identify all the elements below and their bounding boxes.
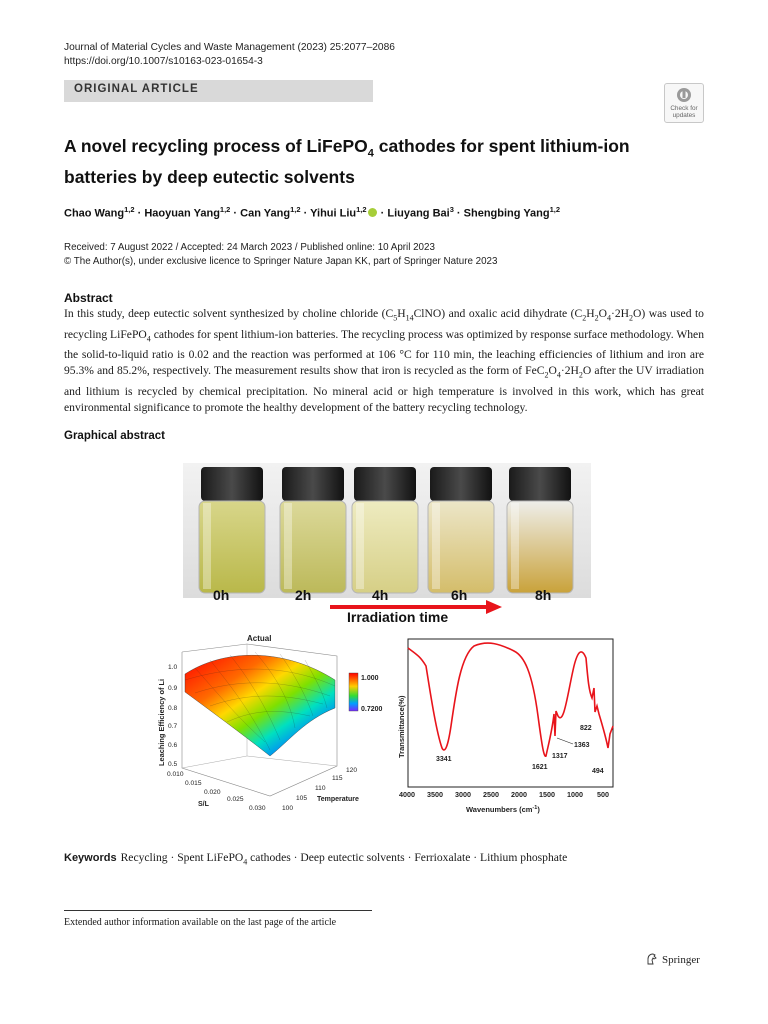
copyright-notice: © The Author(s), under exclusive licence to Springer Nature Japan KK, part of Springer Nature 2023 bbox=[64, 256, 498, 267]
peak-label: 1317 bbox=[552, 753, 568, 760]
color-legend-bar bbox=[349, 673, 358, 711]
check-for-updates-badge[interactable] bbox=[664, 83, 704, 123]
check-updates-label: Check for updates bbox=[670, 105, 698, 119]
author-name[interactable]: Liuyang Bai bbox=[387, 207, 450, 220]
author-list: Chao Wang$^{1,2}$ · Haoyuan Yang$^{1,2}$ · Can Yang$^{1,2}$ · Yihui Liu$^{1,2}$ · Liuyang Bai$^3$ · Shengbing Yang$^{1,2}$ bbox=[64, 205, 561, 220]
legend-max: 1.000 bbox=[361, 675, 379, 682]
author-name[interactable]: Chao Wang bbox=[64, 207, 125, 220]
author-name[interactable]: Haoyuan Yang bbox=[144, 207, 220, 220]
time-label: 4h bbox=[372, 587, 389, 603]
vial-2h bbox=[280, 467, 346, 593]
footnote: Extended author information available on the last page of the article bbox=[64, 917, 337, 928]
peak-label: 3341 bbox=[436, 756, 452, 763]
publisher-name: Springer bbox=[662, 954, 700, 966]
x-tick: 4000 bbox=[399, 790, 415, 799]
sl-tick: 0.015 bbox=[185, 780, 202, 787]
author-name[interactable]: Can Yang bbox=[240, 207, 291, 220]
doi-link[interactable]: https://doi.org/10.1007/s10163-023-01654-3 bbox=[64, 56, 263, 67]
x-tick: 3000 bbox=[455, 790, 471, 799]
article-title: A novel recycling process of LiFePO$_4$ cathodes for spent lithium-ion batteries by deep eutectic solvents bbox=[64, 136, 630, 187]
peak-label: 1621 bbox=[532, 764, 548, 771]
sl-tick: 0.030 bbox=[249, 805, 266, 812]
vial-6h bbox=[428, 467, 494, 593]
abstract-heading: Abstract bbox=[64, 291, 113, 305]
ftir-trace bbox=[408, 643, 613, 756]
time-label: 6h bbox=[451, 587, 468, 603]
sl-axis-label: S/L bbox=[198, 801, 209, 808]
z-tick: 0.9 bbox=[168, 685, 178, 692]
z-tick: 0.6 bbox=[168, 742, 178, 749]
check-updates-icon bbox=[676, 87, 692, 103]
temp-tick: 105 bbox=[296, 795, 308, 802]
peak-label: 494 bbox=[592, 768, 604, 775]
ftir-y-label: Transmittance(%) bbox=[397, 695, 406, 758]
keywords-label: Keywords bbox=[64, 852, 117, 864]
vial-4h bbox=[352, 467, 418, 593]
temp-tick: 120 bbox=[346, 767, 358, 774]
vials-photo bbox=[183, 463, 591, 598]
time-label: 8h bbox=[535, 587, 552, 603]
z-tick: 0.8 bbox=[168, 705, 178, 712]
peak-label: 1363 bbox=[574, 742, 590, 749]
orcid-icon[interactable] bbox=[368, 208, 377, 217]
x-tick: 500 bbox=[597, 790, 609, 799]
footnote-divider bbox=[64, 910, 372, 911]
abstract-text: In this study, deep eutectic solvent synthesized by choline chloride $(C_5H_{14}ClNO)$ and oxalic acid dihydrate $(C_2H_2O_4\cdot 2H_2O)$ was used to recycling LiFePO$_4$ cathodes for spent lithium-ion batteries. The recycling process was optimized by response surface methodology. When the solid-to-liquid ratio is 0.02 and the reaction was performed at 106 °C for 110 min, the leaching efficiencies of lithium and iron are 95.3% and 85.2%, respectively. The measurement results show that iron is recycled as the form of $FeC_2O_4\cdot 2H_2O$ after the UV irradiation and lithium is recycled by chemical precipitation. No mineral acid or high temperature is involved in this work, which has great environmental significance to promote the healthy development of the battery recycling technology. bbox=[64, 307, 704, 414]
legend-min: 0.7200 bbox=[361, 706, 383, 713]
article-type: ORIGINAL ARTICLE bbox=[74, 83, 199, 95]
temp-tick: 100 bbox=[282, 805, 294, 812]
sl-tick: 0.010 bbox=[167, 771, 184, 778]
journal-citation: Journal of Material Cycles and Waste Management (2023) 25:2077–2086 bbox=[64, 42, 395, 53]
surface-title: Actual bbox=[247, 634, 272, 643]
keywords: Keywords Recycling · Spent LiFePO$_4$ cathodes · Deep eutectic solvents · Ferrioxalate · Lithium phosphate bbox=[64, 851, 568, 867]
temp-axis-label: Temperature bbox=[317, 796, 359, 803]
temp-tick: 110 bbox=[315, 785, 326, 792]
graphical-abstract-heading: Graphical abstract bbox=[64, 430, 165, 442]
time-label: 2h bbox=[295, 587, 312, 603]
ftir-spectrum-plot bbox=[396, 636, 621, 821]
surface-z-label: Leaching Efficiency of Li bbox=[157, 678, 166, 766]
author-name[interactable]: Yihui Liu bbox=[310, 207, 357, 220]
sl-tick: 0.025 bbox=[227, 796, 244, 803]
author-name[interactable]: Shengbing Yang bbox=[463, 207, 550, 220]
x-tick: 1500 bbox=[539, 790, 555, 799]
x-tick: 2000 bbox=[511, 790, 527, 799]
x-tick: 3500 bbox=[427, 790, 443, 799]
response-surface-plot bbox=[155, 630, 383, 820]
article-type-bar bbox=[64, 80, 373, 102]
publisher-logo bbox=[646, 953, 700, 966]
z-tick: 1.0 bbox=[168, 664, 178, 671]
vial-0h bbox=[199, 467, 265, 593]
irradiation-time-label: Irradiation time bbox=[347, 609, 449, 625]
x-tick: 2500 bbox=[483, 790, 499, 799]
time-label: 0h bbox=[213, 587, 230, 603]
publication-dates: Received: 7 August 2022 / Accepted: 24 March 2023 / Published online: 10 April 2023 bbox=[64, 242, 435, 253]
temp-tick: 115 bbox=[332, 775, 343, 782]
z-tick: 0.5 bbox=[168, 761, 178, 768]
x-tick: 1000 bbox=[567, 790, 583, 799]
vial-8h bbox=[507, 467, 573, 593]
sl-tick: 0.020 bbox=[204, 789, 221, 796]
z-tick: 0.7 bbox=[168, 723, 178, 730]
springer-horse-icon bbox=[646, 953, 658, 965]
peak-label: 822 bbox=[580, 725, 592, 732]
ftir-x-label: Wavenumbers $(cm^{-1})$ bbox=[466, 805, 540, 814]
